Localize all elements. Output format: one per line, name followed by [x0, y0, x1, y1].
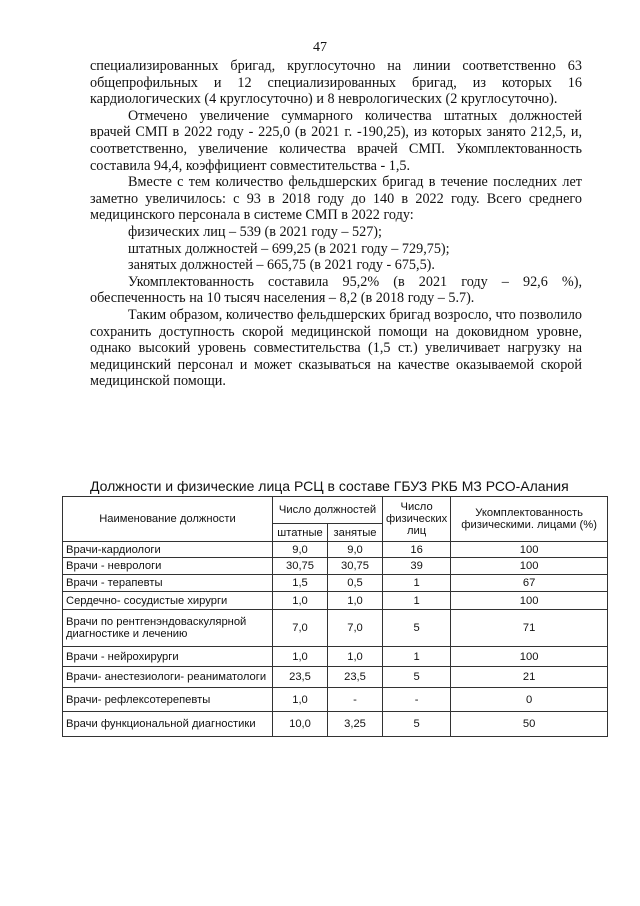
cell-staffing: 50 — [451, 712, 608, 737]
cell-staffing: 71 — [451, 610, 608, 647]
cell-staff: 7,0 — [273, 610, 328, 647]
header-positions-count: Число должностей — [273, 497, 383, 524]
cell-position-name: Врачи - неврологи — [63, 558, 273, 575]
cell-position-name: Врачи-кардиологи — [63, 542, 273, 558]
cell-occupied: 7,0 — [328, 610, 383, 647]
table-row — [63, 712, 608, 737]
cell-staffing: 100 — [451, 558, 608, 575]
cell-staffing: 67 — [451, 575, 608, 592]
table-row — [63, 558, 608, 575]
cell-occupied: 23,5 — [328, 667, 383, 688]
cell-occupied: - — [328, 688, 383, 712]
cell-persons: 1 — [383, 592, 451, 610]
table-row — [63, 647, 608, 667]
table-row — [63, 592, 608, 610]
cell-persons: 16 — [383, 542, 451, 558]
cell-persons: 1 — [383, 575, 451, 592]
cell-staff: 1,0 — [273, 647, 328, 667]
cell-staff: 23,5 — [273, 667, 328, 688]
paragraph: Таким образом, количество фельдшерских бригад возросло, что позволило сохранить доступность скорой медицинской помощи на доковидном уровне, однако высокий уровень совместительства (1,5 ст.) увеличивает нагрузку на медицинский персонал и может сказываться на качестве оказываемой скорой медицинской помощи. — [90, 306, 582, 390]
cell-persons: 5 — [383, 610, 451, 647]
cell-staffing: 100 — [451, 647, 608, 667]
cell-staffing: 100 — [451, 542, 608, 558]
cell-position-name: Врачи по рентгенэндоваскулярной диагностике и лечению — [63, 610, 273, 647]
header-staffing-percent: Укомплектованность физическими. лицами (%) — [451, 497, 608, 542]
cell-position-name: Врачи - нейрохирурги — [63, 647, 273, 667]
cell-staffing: 100 — [451, 592, 608, 610]
table-row — [63, 610, 608, 647]
table-row — [63, 667, 608, 688]
cell-position-name: Врачи- анестезиологи- реаниматологи — [63, 667, 273, 688]
cell-staff: 1,0 — [273, 688, 328, 712]
cell-persons: 5 — [383, 667, 451, 688]
paragraph: специализированных бригад, круглосуточно на линии соответственно 63 общепрофильных и 12 специализированных бригад, из которых 16 кардиологических (4 круглосуточно) и 8 неврологических (2 круглосуточно). — [90, 58, 582, 108]
header-occupied-positions: занятые — [328, 524, 383, 542]
cell-persons: 39 — [383, 558, 451, 575]
header-staff-positions: штатные — [273, 524, 328, 542]
staffing-table — [62, 496, 608, 737]
page-number: 47 — [313, 40, 327, 55]
cell-occupied: 0,5 — [328, 575, 383, 592]
cell-staff: 9,0 — [273, 542, 328, 558]
header-persons-count: Число физических лиц — [383, 497, 451, 542]
cell-staffing: 0 — [451, 688, 608, 712]
cell-occupied: 1,0 — [328, 647, 383, 667]
list-item: штатных должностей – 699,25 (в 2021 году – 729,75); — [128, 240, 450, 257]
table-row — [63, 575, 608, 592]
cell-staff: 1,5 — [273, 575, 328, 592]
cell-persons: 1 — [383, 647, 451, 667]
paragraph: Вместе с тем количество фельдшерских бригад в течение последних лет заметно увеличилось: с 93 в 2018 году до 140 в 2022 году. Всего среднего медицинского персонала в системе СМП в 2022 году: — [90, 174, 582, 224]
cell-position-name: Врачи - терапевты — [63, 575, 273, 592]
table-row — [63, 542, 608, 558]
cell-occupied: 3,25 — [328, 712, 383, 737]
cell-staffing: 21 — [451, 667, 608, 688]
header-position-name: Наименование должности — [63, 497, 273, 542]
cell-occupied: 9,0 — [328, 542, 383, 558]
list-item: занятых должностей – 665,75 (в 2021 году - 675,5). — [128, 257, 435, 274]
cell-persons: 5 — [383, 712, 451, 737]
cell-position-name: Врачи функциональной диагностики — [63, 712, 273, 737]
paragraph: Отмечено увеличение суммарного количества штатных должностей врачей СМП в 2022 году - 225,0 (в 2021 г. -190,25), из которых занято 212,5, и, соответственно, увеличение количества врачей СМП. Укомплектованность составила 94,4, коэффициент совместительства - 1,5. — [90, 107, 582, 174]
cell-staff: 30,75 — [273, 558, 328, 575]
body-text — [90, 58, 582, 390]
cell-persons: - — [383, 688, 451, 712]
list-item: физических лиц – 539 (в 2021 году – 527); — [128, 223, 382, 240]
cell-occupied: 30,75 — [328, 558, 383, 575]
cell-staff: 1,0 — [273, 592, 328, 610]
cell-position-name: Сердечно- сосудистые хирурги — [63, 592, 273, 610]
cell-position-name: Врачи- рефлексотерепевты — [63, 688, 273, 712]
table-caption: Должности и физические лица РСЦ в составе ГБУЗ РКБ МЗ РСО-Алания — [90, 478, 569, 494]
cell-occupied: 1,0 — [328, 592, 383, 610]
paragraph: Укомплектованность составила 95,2% (в 2021 году – 92,6 %), обеспеченность на 10 тысяч населения – 8,2 (в 2018 году – 5.7). — [90, 273, 582, 307]
table-row — [63, 688, 608, 712]
cell-staff: 10,0 — [273, 712, 328, 737]
